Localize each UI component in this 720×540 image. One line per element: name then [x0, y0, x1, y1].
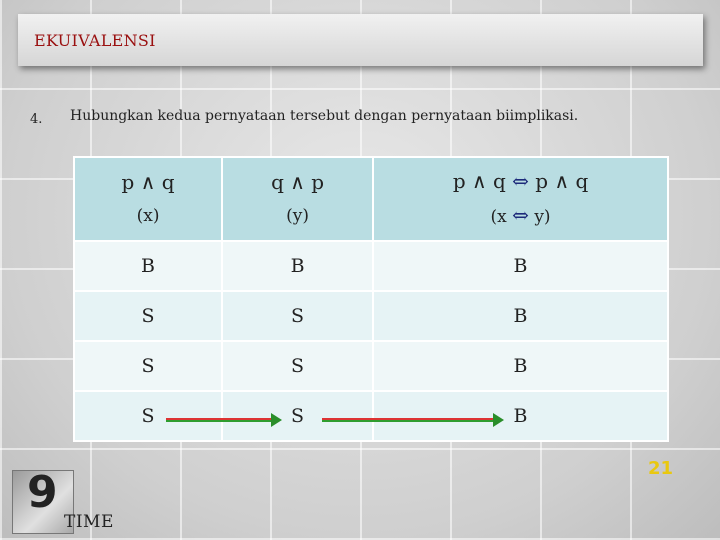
arrow-right-icon — [166, 418, 272, 422]
header-expr-x: p ∧ q — [121, 170, 175, 194]
header-expr-left: p ∧ q — [452, 169, 506, 193]
instruction-text: Hubungkan kedua pernyataan tersebut dengan pernyataan biimplikasi. — [70, 108, 579, 124]
table-cell: B — [74, 241, 222, 291]
header-expr-biimplication — [374, 166, 667, 196]
truth-table — [73, 156, 669, 442]
header-label-x: (x) — [136, 206, 160, 226]
iff-icon: ⇔ — [512, 169, 529, 193]
table-cell: S — [74, 391, 222, 441]
table-row — [74, 241, 668, 291]
header-cell-x — [74, 157, 222, 241]
page-number: 21 — [648, 458, 674, 479]
arrow-right-icon — [322, 418, 494, 422]
table-cell: B — [373, 291, 668, 341]
table-row — [74, 391, 668, 441]
slide-title: EKUIVALENSI — [34, 31, 156, 50]
header-cell-biimplication — [373, 157, 668, 241]
table-cell: S — [222, 291, 373, 341]
table-header-row — [74, 157, 668, 241]
title-bar — [18, 14, 703, 66]
table-row — [74, 291, 668, 341]
table-cell: B — [373, 391, 668, 441]
header-label-y: (y) — [286, 206, 309, 226]
header-expr-right: p ∧ q — [535, 169, 589, 193]
table-cell: S — [74, 341, 222, 391]
header-expr-y: q ∧ p — [271, 170, 325, 194]
logo-text: TIME — [64, 512, 114, 532]
item-number: 4. — [30, 112, 43, 127]
table-cell: B — [373, 341, 668, 391]
header-cell-y — [222, 157, 373, 241]
table-cell: B — [222, 241, 373, 291]
header-label-biimplication — [374, 200, 667, 232]
logo-digit: 9 — [27, 467, 58, 518]
table-cell: S — [222, 341, 373, 391]
table-row — [74, 341, 668, 391]
iff-icon: ⇔ — [512, 203, 529, 227]
header-label-right: y) — [534, 207, 551, 227]
header-label-left: (x — [490, 207, 507, 227]
table-cell: S — [222, 391, 373, 441]
table-cell: B — [373, 241, 668, 291]
table-cell: S — [74, 291, 222, 341]
